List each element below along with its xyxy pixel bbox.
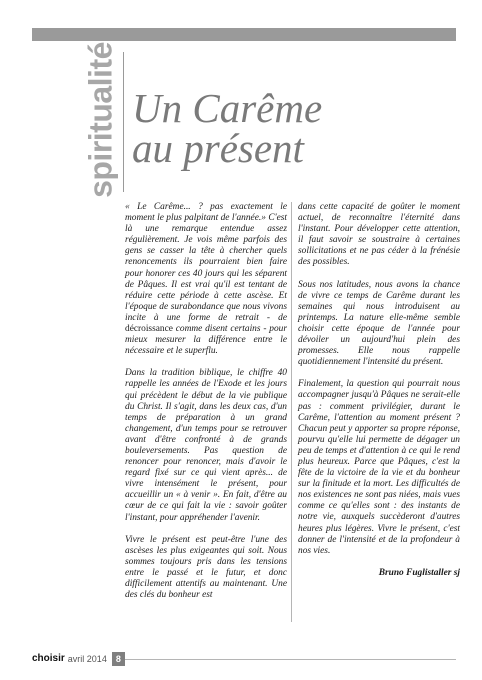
author-signature: Bruno Fuglistaller sj <box>378 567 460 578</box>
paragraph-text: comme disent certains - pour mieux mesurer la différence entre le nécessaire et le superflu. <box>125 324 287 357</box>
article-title <box>132 85 452 171</box>
issue-date: avril 2014 <box>67 654 107 664</box>
paragraph: Dans la tradition biblique, le chiffre 40 rappelle les années de l'Exode et les jours qui précèdent le début de la vie publique du Christ. Il s'agit, dans les deux cas, d'un temps de préparation à un grand changement, d'un temps pour se retrouver avant d'être confronté à de grands bouleversements. Pas question de renoncer pour renoncer, mais d'avoir le regard fixé sur ce qui vient après... de vivre intensément le présent, pour accueillir un « à venir ». En fait, d'être au cœur de ce qui fait la vie : savoir goûter l'instant, pour appréhender l'avenir. <box>125 368 287 523</box>
magazine-name: choisir <box>32 653 65 664</box>
paragraph: Finalement, la question qui pourrait nous accompagner jusqu'à Pâques ne serait-elle pas : comment privilégier, durant le Carême, l'attention au moment présent ? Chacun peut y apporter sa propre réponse, pourvu qu'elle lui permette de dégager un peu de temps et d'attention à ce qui le rend plus heureux. Parce que Pâques, c'est la fête de la victoire de la vie et du bonheur sur la finitude et la mort. Les difficultés de nos existences ne sont pas niées, mais vues comme ce qu'elles sont : des instants de notre vie, auxquels succèderont d'autres heures plus légères. Vivre le présent, c'est donner de l'intensité et de la profondeur à nos vies. <box>298 379 460 556</box>
column-divider <box>291 202 292 622</box>
footer-divider <box>125 659 456 660</box>
left-column <box>125 202 287 612</box>
page-number: 8 <box>112 652 125 666</box>
paragraph <box>125 202 287 357</box>
rubric-divider <box>123 52 124 192</box>
rubric-container <box>81 42 121 198</box>
paragraph-text: « Le Carême... ? pas exactement le moment le plus palpitant de l'année.» C'est là une remarque entendue assez régulièrement. Je vois même parfois des gens se casser la tête à chercher quels renoncements ils pourraient bien faire pour honorer ces 40 jours qui les séparent de Pâques. Il est vrai qu'il est tentant de réduire cette période à cette ascèse. Et l'époque de surabondance que nous vivons incite à une forme de retrait - de <box>125 202 287 323</box>
title-line-2: au présent <box>132 125 304 171</box>
paragraph-text-roman: décroissance <box>125 324 173 335</box>
paragraph: dans cette capacité de goûter le moment actuel, de reconnaître l'éternité dans l'instant. Pour développer cette attention, il faut savoir se soustraire à certaines sollicitations et ne pas céder à la frénésie des possibles. <box>298 202 460 268</box>
right-column <box>298 202 460 579</box>
header-bar <box>32 28 456 41</box>
title-line-1: Un Carême <box>132 85 323 131</box>
paragraph: Sous nos latitudes, nous avons la chance de vivre ce temps de Carême durant les semaines qui nous introduisent au printemps. La nature elle-même semble choisir cette époque de l'année pour dévoiler un aujourd'hui plein des promesses. Elle nous rappelle quotidiennement l'intensité du présent. <box>298 279 460 368</box>
page-footer <box>32 652 125 666</box>
paragraph: Vivre le présent est peut-être l'une des ascèses les plus exigeantes qui soit. Nous sommes toujours pris dans les tensions entre le passé et le futur, et donc difficilement attentifs au maintenant. Une des clés du bonheur est <box>125 534 287 601</box>
rubric-label: spiritualité <box>82 42 119 198</box>
